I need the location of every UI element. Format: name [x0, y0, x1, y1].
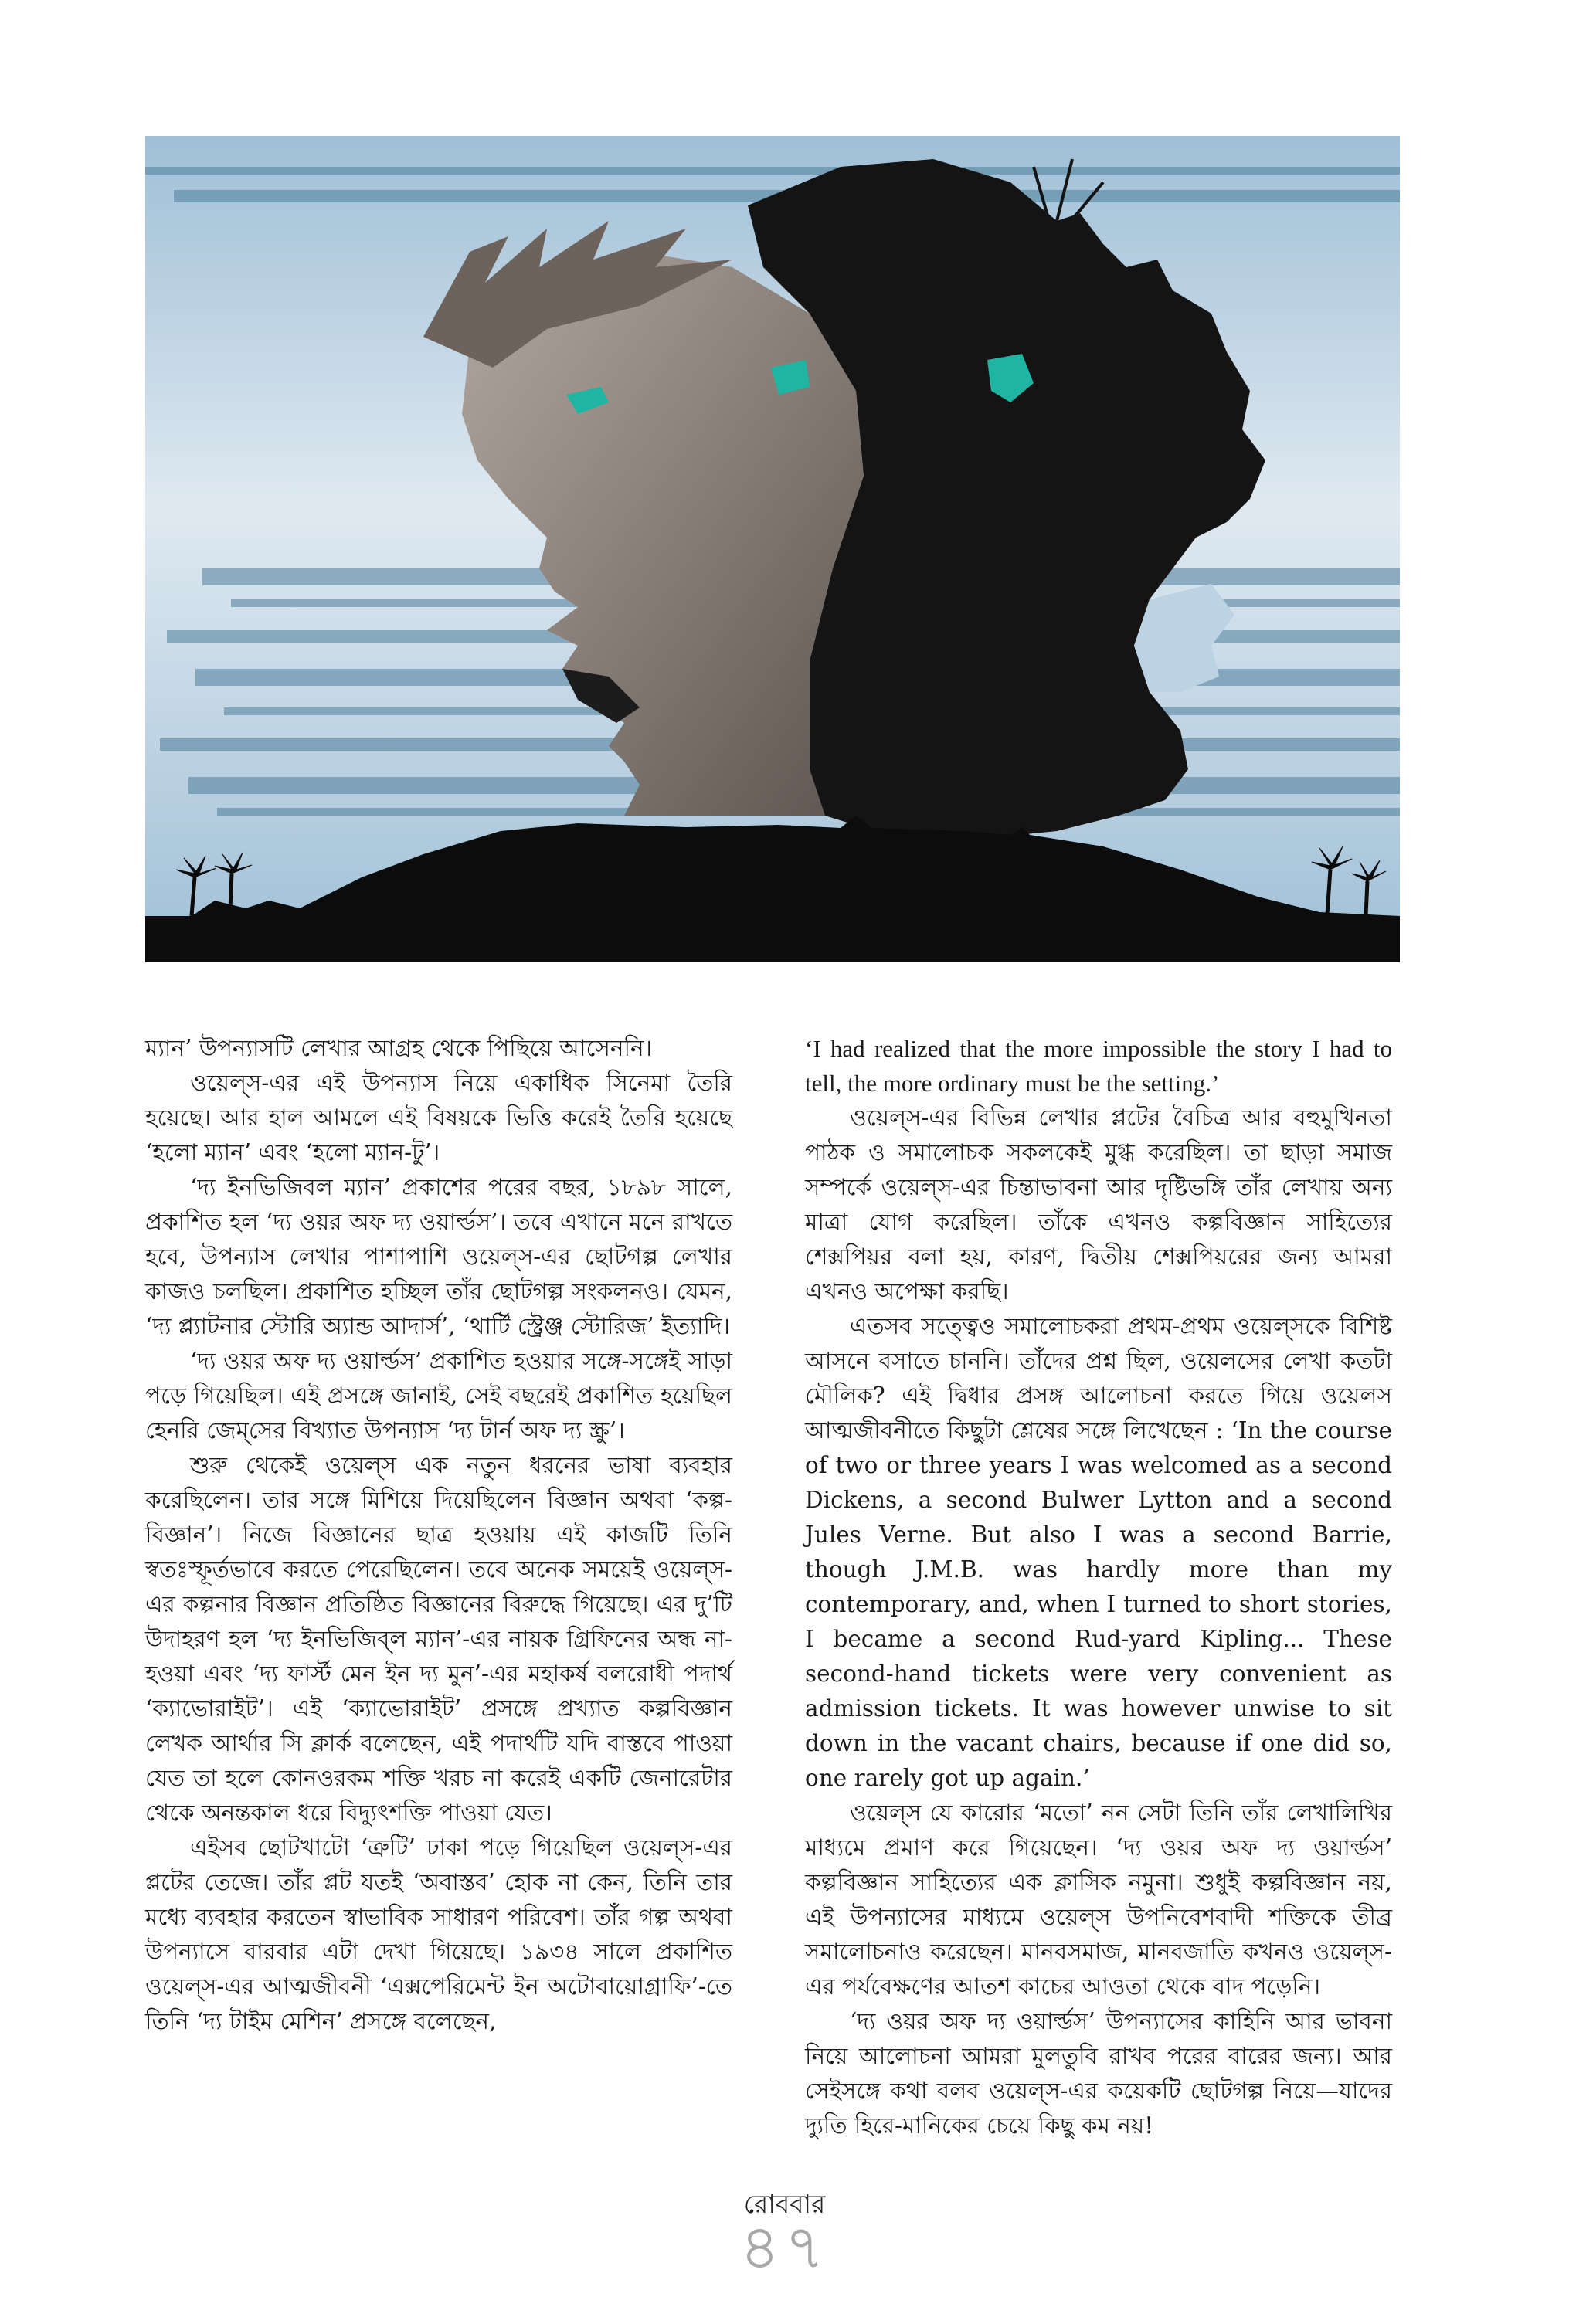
- paragraph: এতসব সত্ত্বেও সমালোচকরা প্রথম-প্রথম ওয়েল্‌সকে বিশিষ্ট আসনে বসাতে চাননি। তাঁদের প্রশ্ন ছিল, ওয়েলসের লেখা কতটা মৌলিক? এই দ্বিধার প্রসঙ্গ আলোচনা করতে গিয়ে ওয়েলস আত্মজীবনীতে কিছুটা শ্লেষের সঙ্গে লিখেছেন : ‘In the course of two or three years I was welcomed as a second Dickens, a second Bulwer Lytton and a second Jules Verne. But also I was a second Barrie, though J.M.B. was hardly more than my contemporary, and, when I turned to short stories, I became a second Rud-yard Kipling... These second-hand tickets were very convenient as admission tickets. It was however unwise to sit down in the vacant chairs, because if one did so, one rarely got up again.’: [805, 1313, 1392, 1791]
- paragraph: ওয়েল্‌স-এর বিভিন্ন লেখার প্লটের বৈচিত্র আর বহুমুখিনতা পাঠক ও সমালোচক সকলকেই মুগ্ধ করেছিল। তা ছাড়া সমাজ সম্পর্কে ওয়েল্‌স-এর চিন্তাভাবনা আর দৃষ্টিভঙ্গি তাঁর লেখায় অন্য মাত্রা যোগ করেছিল। তাঁকে এখনও কল্পবিজ্ঞান সাহিত্যের শেক্সপিয়র বলা হয়, কারণ, দ্বিতীয় শেক্সপিয়রের জন্য আমরা এখনও অপেক্ষা করছি।: [805, 1104, 1392, 1304]
- paragraph: এইসব ছোটখাটো ‘ত্রুটি’ ঢাকা পড়ে গিয়েছিল ওয়েল্‌স-এর প্লটের তেজে। তাঁর প্লট যতই ‘অবাস্তব’ হোক না কেন, তিনি তার মধ্যে ব্যবহার করতেন স্বাভাবিক সাধারণ পরিবেশ। তাঁর গল্প অথবা উপন্যাসে বারবার এটা দেখা গিয়েছে। ১৯৩৪ সালে প্রকাশিত ওয়েল্‌স-এর আত্মজীবনী ‘এক্সপেরিমেন্ট ইন অটোবায়োগ্রাফি’-তে তিনি ‘দ্য টাইম মেশিন’ প্রসঙ্গে বলেছেন,: [145, 1834, 732, 2034]
- english-quote-paragraph: ‘I had realized that the more impossible the story I had to tell, the more ordinary must be the setting.’: [805, 1035, 1392, 1097]
- left-text-column: [145, 1031, 732, 2039]
- paragraph: ‘দ্য ওয়র অফ দ্য ওয়ার্ল্ডস’ উপন্যাসের কাহিনি আর ভাবনা নিয়ে আলোচনা আমরা মুলতুবি রাখব পরের বারের জন্য। আর সেইসঙ্গে কথা বলব ওয়েল্‌স-এর কয়েকটি ছোটগল্প নিয়ে—যাদের দ্যুতি হিরে-মানিকের চেয়ে কিছু কম নয়!: [805, 2008, 1392, 2139]
- paragraph: ‘দ্য ওয়র অফ দ্য ওয়ার্ল্ডস’ প্রকাশিত হওয়ার সঙ্গে-সঙ্গেই সাড়া পড়ে গিয়েছিল। এই প্রসঙ্গে জানাই, সেই বছরেই প্রকাশিত হয়েছিল হেনরি জেম্‌সের বিখ্যাত উপন্যাস ‘দ্য টার্ন অফ দ্য স্ক্রু’।: [145, 1348, 732, 1444]
- paragraph: ‘দ্য ইনভিজিবল ম্যান’ প্রকাশের পরের বছর, ১৮৯৮ সালে, প্রকাশিত হল ‘দ্য ওয়র অফ দ্য ওয়ার্ল্ডস’। তবে এখানে মনে রাখতে হবে, উপন্যাস লেখার পাশাপাশি ওয়েল্‌স-এর ছোটগল্প লেখার কাজও চলছিল। প্রকাশিত হচ্ছিল তাঁর ছোটগল্প সংকলনও। যেমন, ‘দ্য প্ল্যাটনার স্টোরি অ্যান্ড আদার্স’, ‘থার্টি স্ট্রেঞ্জ স্টোরিজ’ ইত্যাদি।: [145, 1174, 732, 1339]
- cover-illustration: [145, 136, 1400, 962]
- right-text-column: [805, 1031, 1392, 2143]
- illustration-svg: [145, 136, 1400, 962]
- paragraph: শুরু থেকেই ওয়েল্‌স এক নতুন ধরনের ভাষা ব্যবহার করেছিলেন। তার সঙ্গে মিশিয়ে দিয়েছিলেন বিজ্ঞান অথবা ‘কল্প-বিজ্ঞান’। নিজে বিজ্ঞানের ছাত্র হওয়ায় এই কাজটি তিনি স্বতঃস্ফূর্তভাবে করতে পেরেছিলেন। তবে অনেক সময়েই ওয়েল্‌স-এর কল্পনার বিজ্ঞান প্রতিষ্ঠিত বিজ্ঞানের বিরুদ্ধে গিয়েছে। এর দু’টি উদাহরণ হল ‘দ্য ইনভিজিব্‌ল ম্যান’-এর নায়ক গ্রিফিনের অন্ধ না-হওয়া এবং ‘দ্য ফার্স্ট মেন ইন দ্য মুন’-এর মহাকর্ষ বলরোধী পদার্থ ‘ক্যাভোরাইট’। এই ‘ক্যাভোরাইট’ প্রসঙ্গে প্রখ্যাত কল্পবিজ্ঞান লেখক আর্থার সি ক্লার্ক বলেছেন, এই পদার্থটি যদি বাস্তবে পাওয়া যেত তা হলে কোনওরকম শক্তি খরচ না করেই একটি জেনারেটার থেকে অনন্তকাল ধরে বিদ্যুৎশক্তি পাওয়া যেত।: [145, 1452, 732, 1826]
- paragraph: ম্যান’ উপন্যাসটি লেখার আগ্রহ থেকে পিছিয়ে আসেননি।: [145, 1035, 653, 1061]
- paragraph: ওয়েল্‌স-এর এই উপন্যাস নিয়ে একাধিক সিনেমা তৈরি হয়েছে। আর হাল আমলে এই বিষয়কে ভিত্তি করেই তৈরি হয়েছে ‘হলো ম্যান’ এবং ‘হলো ম্যান-টু’।: [145, 1070, 732, 1165]
- magazine-name: রোববার: [743, 2189, 826, 2219]
- paragraph: ওয়েল্‌স যে কারোর ‘মতো’ নন সেটা তিনি তাঁর লেখালিখির মাধ্যমে প্রমাণ করে গিয়েছেন। ‘দ্য ওয়র অফ দ্য ওয়ার্ল্ডস’ কল্পবিজ্ঞান সাহিত্যের এক ক্লাসিক নমুনা। শুধুই কল্পবিজ্ঞান নয়, এই উপন্যাসের মাধ্যমে ওয়েল্‌স উপনিবেশবাদী শক্তিকে তীব্র সমালোচনাও করেছেন। মানবসমাজ, মানবজাতি কখনও ওয়েল্‌স-এর পর্যবেক্ষণের আতশ কাচের আওতা থেকে বাদ পড়েনি।: [805, 1800, 1392, 2000]
- brush-streak: [145, 167, 1400, 175]
- page-number: ৪৭: [739, 2211, 830, 2283]
